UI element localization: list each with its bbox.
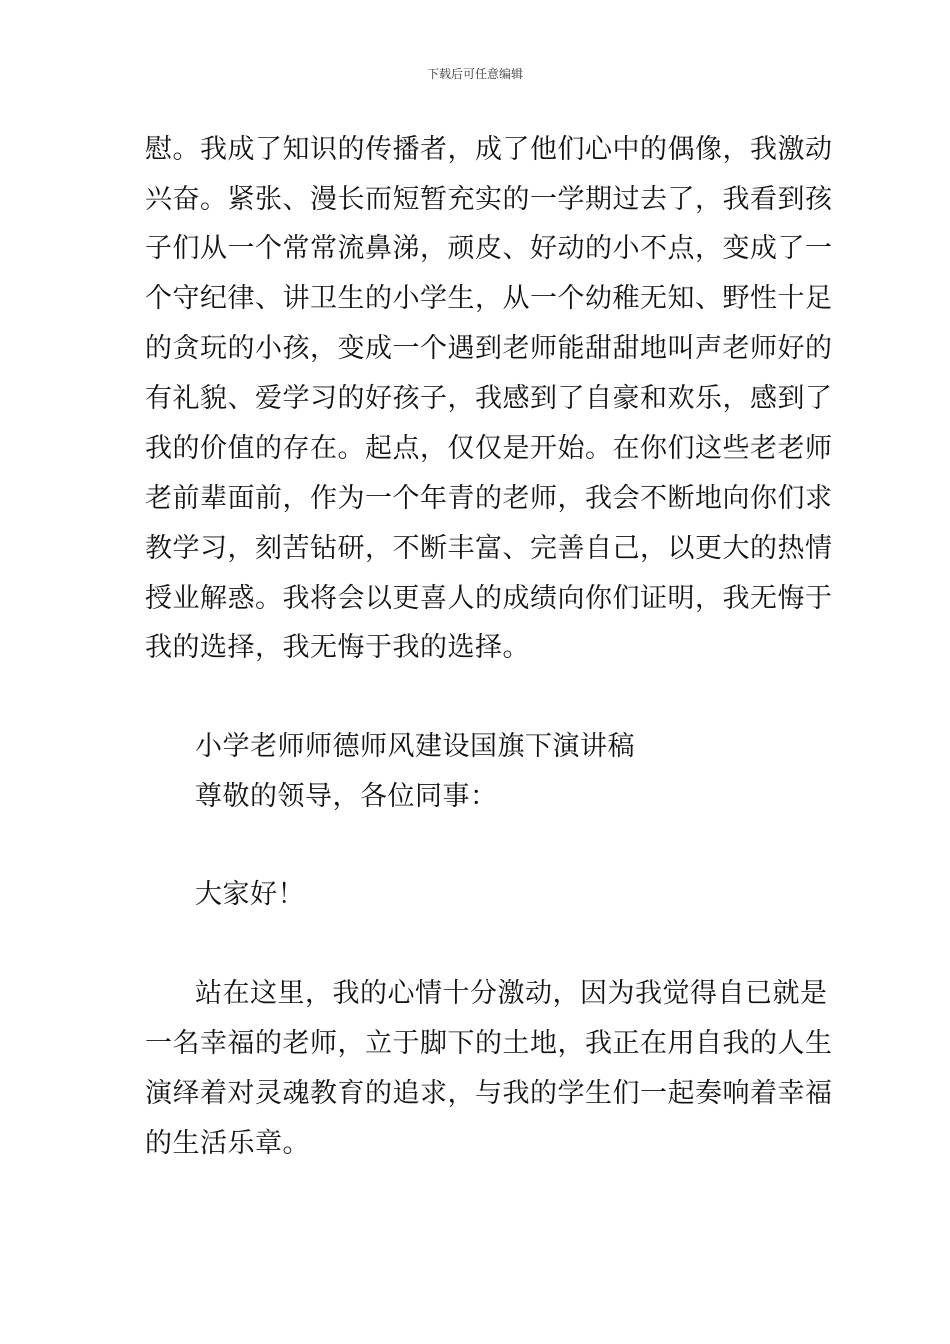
body-line: 子们从一个常常流鼻涕，顽皮、好动的小不点，变成了一 (145, 233, 833, 264)
body-line: 慰。我成了知识的传播者，成了他们心中的偶像，我激动 (145, 134, 833, 165)
speech-title: 小学老师师德师风建设国旗下演讲稿 (195, 731, 635, 762)
body-line: 站在这里，我的心情十分激动，因为我觉得自已就是 (195, 978, 828, 1009)
body-line: 老前辈面前，作为一个年青的老师，我会不断地向你们求 (145, 483, 833, 514)
body-line: 一名幸福的老师，立于脚下的土地，我正在用自我的人生 (145, 1028, 833, 1059)
salutation: 尊敬的领导，各位同事： (195, 781, 498, 812)
body-line: 教学习，刻苦钻研，不断丰富、完善自己，以更大的热情 (145, 533, 833, 564)
body-line: 的生活乐章。 (145, 1128, 310, 1159)
body-line: 我的选择，我无悔于我的选择。 (145, 632, 530, 663)
body-line: 个守纪律、讲卫生的小学生，从一个幼稚无知、野性十足 (145, 283, 833, 314)
body-line: 的贪玩的小孩，变成一个遇到老师能甜甜地叫声老师好的 (145, 333, 833, 364)
body-line: 演绎着对灵魂教育的追求，与我的学生们一起奏响着幸福 (145, 1078, 833, 1109)
page-header: 下载后可任意编辑 (426, 67, 523, 81)
body-line: 有礼貌、爱学习的好孩子，我感到了自豪和欢乐，感到了 (145, 383, 833, 414)
body-line: 兴奋。紧张、漫长而短暂充实的一学期过去了，我看到孩 (145, 184, 833, 215)
greeting: 大家好！ (195, 879, 305, 910)
body-line: 授业解惑。我将会以更喜人的成绩向你们证明，我无悔于 (145, 583, 833, 614)
body-line: 我的价值的存在。起点，仅仅是开始。在你们这些老老师 (145, 433, 833, 464)
